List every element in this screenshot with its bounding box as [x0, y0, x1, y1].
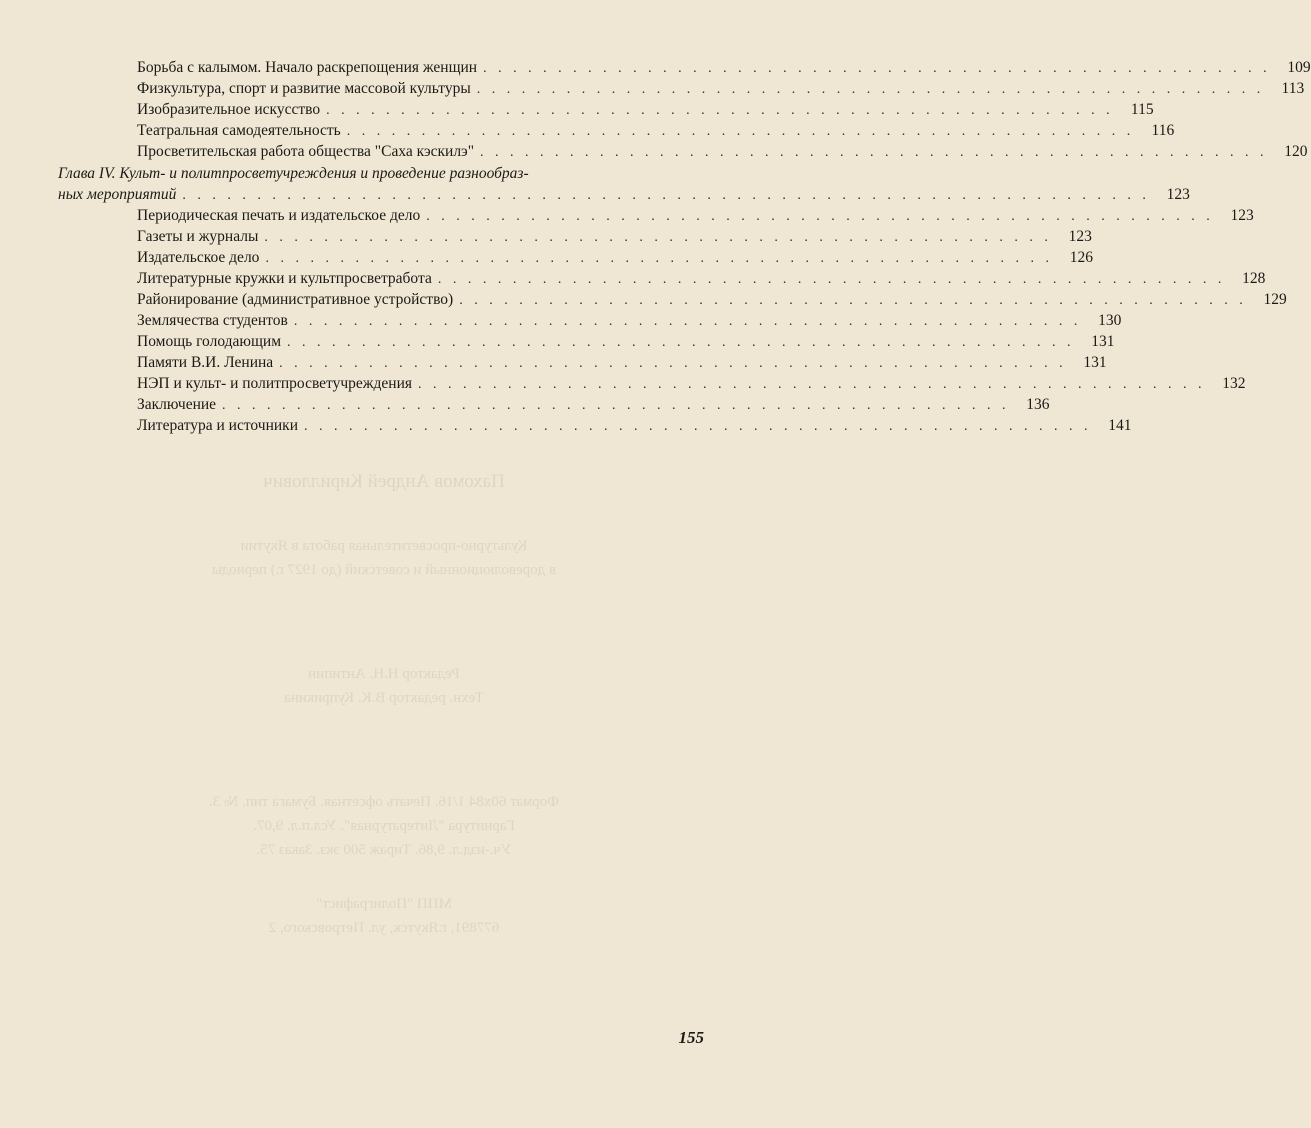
toc-chapter-title: Глава IV. Культ- и политпросветучреждения и проведение разнообраз- — [58, 165, 529, 182]
toc-leader-dots: . . . . . . . . . . . . . . . . . . . . . . . . . . . . . . . . . . . . . . . . . . . . . . . . . . . . . — [304, 419, 1092, 434]
toc-entry-page: 130 — [1098, 312, 1122, 329]
toc-entry-page: 115 — [1130, 101, 1154, 118]
toc-leader-dots: . . . . . . . . . . . . . . . . . . . . . . . . . . . . . . . . . . . . . . . . . . . . . . . . . . . . . — [265, 251, 1053, 266]
page-number: 155 — [678, 1028, 704, 1047]
toc-entry-page: 141 — [1108, 417, 1132, 434]
toc-leader-dots: . . . . . . . . . . . . . . . . . . . . . . . . . . . . . . . . . . . . . . . . . . . . . . . . . . . . . . . . . . . . . . . . . — [182, 188, 1150, 203]
toc-entry[interactable] — [137, 310, 1122, 332]
toc-entry-title: Театральная самодеятельность — [137, 122, 341, 139]
toc-leader-dots: . . . . . . . . . . . . . . . . . . . . . . . . . . . . . . . . . . . . . . . . . . . . . . . . . . . . . — [418, 377, 1206, 392]
toc-entry[interactable] — [137, 394, 1050, 416]
toc-entry-title: Просветительская работа общества "Саха кэскилэ" — [137, 143, 475, 160]
toc-entry-title: Помощь голодающим — [137, 333, 282, 350]
toc-entry-page: 126 — [1069, 249, 1093, 266]
toc-entry[interactable] — [137, 352, 1107, 374]
toc-entry-page: 136 — [1026, 396, 1050, 413]
show-through-line: Пахомов Андрей Кириллович — [263, 471, 505, 492]
toc-leader-dots: . . . . . . . . . . . . . . . . . . . . . . . . . . . . . . . . . . . . . . . . . . . . . . . . . . . . . — [293, 314, 1082, 329]
toc-entry-page: 109 — [1287, 59, 1311, 76]
toc-entry-page: 128 — [1242, 270, 1266, 287]
toc-entry-title: Литература и источники — [137, 417, 298, 434]
toc-leader-dots: . . . . . . . . . . . . . . . . . . . . . . . . . . . . . . . . . . . . . . . . . . . . . . . . . . . . . — [264, 230, 1052, 245]
toc-leader-dots: . . . . . . . . . . . . . . . . . . . . . . . . . . . . . . . . . . . . . . . . . . . . . . . . . . . . . — [222, 398, 1010, 413]
toc-entry[interactable] — [137, 141, 1308, 163]
toc-entry-page: 132 — [1222, 375, 1246, 392]
toc-entry[interactable] — [137, 226, 1092, 248]
show-through-text — [0, 470, 768, 940]
toc-entry-page: 123 — [1068, 228, 1092, 245]
show-through-line: Гарнитура "Литературная". Усл.п.л. 9,07. — [253, 818, 515, 834]
toc-entry-title: Издательское дело — [137, 249, 260, 266]
toc-entry[interactable] — [137, 247, 1093, 269]
toc-entry-title: Землячества студентов — [137, 312, 288, 329]
toc-entry[interactable] — [137, 415, 1132, 437]
toc-entry-title: Литературные кружки и культпросветработа — [137, 270, 432, 287]
toc-entry-title: Газеты и журналы — [137, 228, 259, 245]
show-through-line: 677891, г.Якутск, ул. Петровского, 2 — [268, 920, 500, 936]
show-through-line: Редактор Н.Н. Антипин — [308, 666, 460, 682]
toc-leader-dots: . . . . . . . . . . . . . . . . . . . . . . . . . . . . . . . . . . . . . . . . . . . . . . . . . . . . . — [346, 124, 1135, 139]
toc-entry[interactable] — [137, 373, 1246, 395]
toc-entry[interactable] — [137, 120, 1175, 142]
toc-entry[interactable] — [137, 205, 1254, 227]
toc-entry-page: 129 — [1263, 291, 1287, 308]
toc-leader-dots: . . . . . . . . . . . . . . . . . . . . . . . . . . . . . . . . . . . . . . . . . . . . . . . . . . . . . — [480, 145, 1268, 160]
toc-entry[interactable] — [137, 57, 1311, 79]
toc-entry-title: Районирование (административное устройство) — [137, 291, 454, 308]
toc-entry[interactable] — [137, 331, 1115, 353]
toc-leader-dots: . . . . . . . . . . . . . . . . . . . . . . . . . . . . . . . . . . . . . . . . . . . . . . . . . . . . . — [287, 335, 1075, 350]
show-through-line: МПП "Полиграфист" — [316, 896, 452, 912]
toc-leader-dots: . . . . . . . . . . . . . . . . . . . . . . . . . . . . . . . . . . . . . . . . . . . . . . . . . . . . . — [437, 272, 1226, 287]
show-through-line: Культурно-просветительная работа в Якутии — [240, 538, 528, 554]
toc-leader-dots: . . . . . . . . . . . . . . . . . . . . . . . . . . . . . . . . . . . . . . . . . . . . . . . . . . . . . — [459, 293, 1247, 308]
toc-leader-dots: . . . . . . . . . . . . . . . . . . . . . . . . . . . . . . . . . . . . . . . . . . . . . . . . . . . . . — [476, 82, 1265, 97]
toc-entry-page: 123 — [1230, 207, 1254, 224]
toc-entry-page: 120 — [1284, 143, 1308, 160]
toc-entry-title: НЭП и культ- и политпросветучреждения — [137, 375, 412, 392]
toc-entry-title: Памяти В.И. Ленина — [137, 354, 274, 371]
toc-leader-dots: . . . . . . . . . . . . . . . . . . . . . . . . . . . . . . . . . . . . . . . . . . . . . . . . . . . . . — [279, 356, 1067, 371]
toc-chapter[interactable] — [58, 163, 1190, 206]
toc-entry-title: Заключение — [137, 396, 217, 413]
toc-leader-dots: . . . . . . . . . . . . . . . . . . . . . . . . . . . . . . . . . . . . . . . . . . . . . . . . . . . . . — [426, 209, 1214, 224]
show-through-line: Техн. редактор В.К. Куприкина — [284, 690, 484, 706]
toc-entry-title: Изобразительное искусство — [137, 101, 321, 118]
toc-entry[interactable] — [137, 289, 1287, 311]
show-through-line: Уч.-изд.л. 9,86. Тираж 500 экз. Заказ 75. — [256, 842, 512, 858]
toc-entry-title: Борьба с калымом. Начало раскрепощения женщин — [137, 59, 478, 76]
toc-entry-title: Физкультура, спорт и развитие массовой культуры — [137, 80, 471, 97]
toc-entry-page: 131 — [1083, 354, 1107, 371]
toc-leader-dots: . . . . . . . . . . . . . . . . . . . . . . . . . . . . . . . . . . . . . . . . . . . . . . . . . . . . . — [483, 61, 1271, 76]
toc-entry-page: 131 — [1091, 333, 1115, 350]
toc-entry-page: 116 — [1151, 122, 1175, 139]
toc-entry[interactable] — [137, 268, 1266, 290]
show-through-line: в дореволюционный и советский (до 1927 г.) периоды — [211, 562, 557, 578]
toc-chapter-title-continued: ных мероприятий — [58, 186, 177, 203]
toc-entry-page: 113 — [1281, 80, 1305, 97]
toc-entry[interactable] — [137, 78, 1305, 100]
toc-chapter-page: 123 — [1166, 186, 1190, 203]
toc-entry[interactable] — [137, 99, 1154, 121]
toc-entry-title: Периодическая печать и издательское дело — [137, 207, 421, 224]
toc-leader-dots: . . . . . . . . . . . . . . . . . . . . . . . . . . . . . . . . . . . . . . . . . . . . . . . . . . . . . — [326, 103, 1114, 118]
show-through-line: Формат 60х84 1/16. Печать офсетная. Бумага тип. № 3. — [209, 794, 560, 810]
